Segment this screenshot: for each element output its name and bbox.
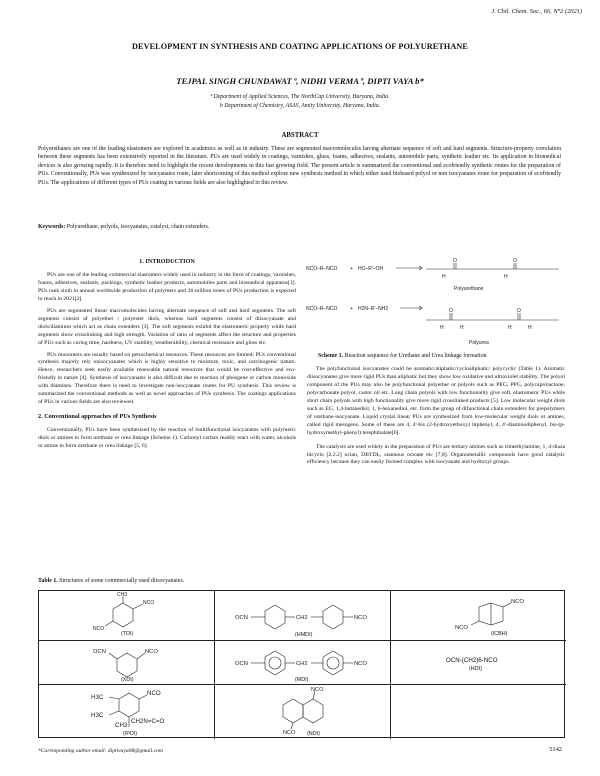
table-cell-ndi: [215, 685, 391, 739]
svg-text:O: O: [453, 258, 457, 264]
icbh-nco-1: NCO: [511, 599, 524, 605]
svg-text:H: H: [460, 325, 464, 331]
intro-heading: 1. INTRODUCTION: [139, 258, 195, 265]
abstract-heading: ABSTRACT: [281, 132, 319, 139]
intro-paragraph-1: PUs are one of the leading commercial elastomers widely used in industry in the form of coatings, varnishes, foams, adhesives, sealants, packings, synthetic leather products, automobiles parts and biomedical apparatus[1]. PUs rank sixth in annual worldwide production of polymers and 26 million tones of PUs production is expected to reach in 2021[2].: [38, 271, 296, 302]
scheme-polyurea-label: Polyurea: [469, 340, 489, 346]
table-cell-icbh: [391, 591, 566, 641]
icbh-structure: [391, 591, 566, 641]
mdi-ocn: OCN: [235, 661, 248, 667]
scheme-reactant-1: NCO–R–NCO: [306, 266, 338, 272]
ipdi-h3c-1: H3C: [91, 694, 104, 701]
ipdi-h3c-2: H3C: [91, 712, 104, 719]
tdi-nco-1: NCO: [143, 600, 155, 606]
abstract-text: Polyurethanes are one of the leading elastomers are explored in academics as well as in industry. These are segmented macromolecules having alternate sequence of soft and hard segments. Structure-property correlation between these segments has been extensively reported in the literature. PUs are used widely in coatings, varnishes, glues, foams, adhesives, sealants, automobile parts, synthetic leather etc. Its application in biomedical devices is also growing rapidly. It is therefore need to highlight the recent developments in this fast growing field. The present article is summarized the conventional and ecofriendly synthetic routes for the preparation of PUs. Conventionally, PUs was synthesized by isocyanates route, later shortcoming of this method explore new synthesis method in which either used biobased polyol or non isocyanates route for preparation of ecofriendly PUs. The applications of different types of PUs coating in various fields are also highlighted in this review.: [38, 146, 561, 186]
table-cell-mdi: [215, 641, 391, 685]
table-cell-tdi: [39, 591, 215, 641]
svg-text:NCO–R–NCO: NCO–R–NCO: [306, 306, 338, 312]
journal-reference: J. Chil. Chem. Soc., 66, N°2 (2021): [491, 8, 582, 15]
svg-text:H: H: [442, 274, 446, 280]
diisocyanate-structures-table: [38, 590, 565, 738]
table-cell-xdi: [39, 641, 215, 685]
svg-text:+: +: [350, 306, 353, 312]
keywords-label: Keywords:: [38, 224, 66, 230]
paper-authors: TEJPAL SINGH CHUNDAWAT ª, NIDHI VERMA ª, DIPTI VAYA b*: [176, 76, 424, 86]
table-cell-hdi: [391, 641, 566, 685]
table-1-label: Table 1.: [38, 578, 58, 584]
hdi-label: (HDI): [469, 666, 482, 672]
hmdi-label: (HMDI): [295, 632, 313, 638]
mdi-ch2: CH2: [296, 661, 308, 667]
table-cell-hmdi: [215, 591, 391, 641]
svg-text:H: H: [440, 325, 444, 331]
scheme-1-caption: [318, 353, 558, 359]
tdi-label: (TDI): [121, 631, 134, 637]
paper-title: DEVELOPMENT IN SYNTHESIS AND COATING APPLICATIONS OF POLYURETHANE: [132, 42, 468, 51]
section-2-heading: 2. Conventional approaches of PUs Synthesis: [38, 413, 157, 421]
xdi-ocn: OCN: [93, 649, 106, 655]
scheme-1-figure: [304, 258, 564, 350]
svg-text:H: H: [528, 325, 532, 331]
svg-text:H2N–R'–NH2: H2N–R'–NH2: [358, 306, 389, 312]
scheme-reactant-2: HO–R'–OH: [358, 266, 384, 272]
table-cell-empty: [391, 685, 566, 739]
svg-text:O: O: [517, 308, 521, 314]
affiliation-a: ª Department of Applied Sciences, The NorthCap University, Haryana, India.: [210, 94, 390, 100]
section-2-paragraph: Conventionally, PUs have been synthesized by the reaction of multifunctional isocyanates with polymeric diols or amines to form urethane or urea linkage (Scheme 1). Carbonyl carbon readily react with water, alcohols or amine to form urethane or urea linkage [5, 6].: [38, 427, 296, 450]
icbh-nco-2: NCO: [455, 625, 468, 631]
scheme-plus: +: [350, 266, 353, 272]
svg-text:H: H: [504, 274, 508, 280]
table-1-caption: [38, 578, 184, 584]
svg-text:O: O: [513, 258, 517, 264]
ipdi-ch3: CH3: [115, 722, 128, 729]
right-column: [307, 366, 565, 471]
mdi-label: (MDI): [295, 677, 309, 683]
ipdi-label: (IPDI): [123, 731, 138, 737]
right-paragraph-1: The polyfunctional isocyanates could be aromatic/aliphatic/cycloaliphatic/ polycyclic (Table 1). Aromatic diisocyanates give more rigid PUs than aliphatic but they show low oxidative and ultraviolet stability. The polyol component of the PUs may also be polyfunctional polyether or polyols such as PEG, PPG, polycaprolactone, polycarbonate polyol, castor oil etc. Long chain polyols with low functionality give soft, elastomeric PUs while short chain polyols with high functionality give more rigid crosslinked products [5]. Low molecular weight diols such as EG, 1,4-butanediol, 1, 6-hexanediol, etc. form the group of difunctional chain extenders for prepolymers of urethane-isocyanate. Liquid crystal linear PUs are synthesized from low-molecular weight diols or amines, called rigid mesogens. Some of these are 4, 4'-bis (2-hydroxyethoxy) biphenyl, 4, 4'-diaminodiphenyl, bis-(p-hydroxymethyl-phenyl) terephthalate[6].: [307, 366, 565, 436]
ndi-label: (NDI): [307, 731, 320, 737]
icbh-label: (ICBH): [491, 631, 508, 637]
tdi-ch3: CH3: [117, 592, 128, 598]
left-column: [38, 258, 296, 455]
ndi-nco-1: NCO: [311, 687, 324, 693]
scheme-polyurethane-label: Polyurethane: [454, 286, 484, 292]
hdi-formula: OCN-(CH2)6-NCO: [446, 657, 498, 664]
ndi-nco-2: NCO: [283, 730, 296, 736]
ndi-structure: [215, 685, 391, 739]
hmdi-nco: NCO: [354, 615, 367, 621]
intro-paragraph-2: PUs are segmented linear macromolecules having alternate sequence of soft and hard segments. The soft segments consist of polyether / polyester diols, whereas hard segments consist of diisocyanate and diols/diamines which act as chain extenders [3]. The soft segments exhibit the elastomeric property while hard segments show crosslinking and high strength. Variation of ratio of segments affect the structure and properties of PUs such as curing time, hardness, UV stability, weatherability, chemical resistance and gloss etc.: [38, 307, 296, 346]
ipdi-nco: NCO: [147, 690, 161, 697]
page-number: 5142: [549, 746, 562, 753]
svg-text:H: H: [508, 325, 512, 331]
corresponding-author-footnote: *Corresponding author email: diptivaya08@gmail.com: [38, 748, 163, 754]
tdi-nco-2: NCO: [93, 626, 105, 632]
svg-text:O: O: [449, 308, 453, 314]
ipdi-ch2n: CH2N=C=O: [131, 718, 165, 725]
affiliation-b: b Department of Chemistry, ASAS, Amity University, Haryana, India.: [219, 103, 381, 109]
table-1-caption-text: Structures of some commercially used diisocyanates.: [59, 578, 185, 584]
table-cell-ipdi: [39, 685, 215, 739]
keywords: [38, 224, 561, 230]
xdi-label: (XDI): [121, 677, 134, 683]
hmdi-ch2: CH2: [296, 615, 308, 621]
hmdi-ocn: OCN: [235, 615, 248, 621]
intro-paragraph-3: PUs monomers are usually based on petrochemical resources. These resources are limited; PUs conventional synthesis majorly rely onisocyanates which is highly sensitive to moisture, toxic, and carcinogenic nature. Hence, researchers seek easily available renewable natural resources that would be cost-effective and eco-friendly in nature [4]. Synthesis of isocyanates is also difficult due to reaction of phosgene or carbon monoxide with diamines. Therefore there is need to investigate non-isocyanate routes for PU synthesis. This review is summarized the conventional methods as well as novel approaches of PUs synthesis. The coatings applications of PUs in various fields are also reviewed.: [38, 351, 296, 406]
mdi-nco: NCO: [354, 661, 367, 667]
scheme-1-label: Scheme 1.: [318, 353, 344, 359]
keywords-list: Polyurethane, polyols, isocyanates, catalyst, chain extenders.: [66, 224, 210, 230]
scheme-1-caption-text: Reaction sequence for Urethane and Urea linkage formation: [344, 353, 487, 359]
xdi-nco: NCO: [145, 649, 158, 655]
right-paragraph-2: The catalysts are used widely in the preparation of PUs are tertiary amines such as trimethylamine, 1, 4-diaza bicyclo [2.2.2] octan, DBTDL, stannous octoate etc [7,8]. Organometallic compounds have good catalytic efficiency because they can easily formed complex with isocyanate and hydroxyl groups.: [307, 443, 565, 466]
